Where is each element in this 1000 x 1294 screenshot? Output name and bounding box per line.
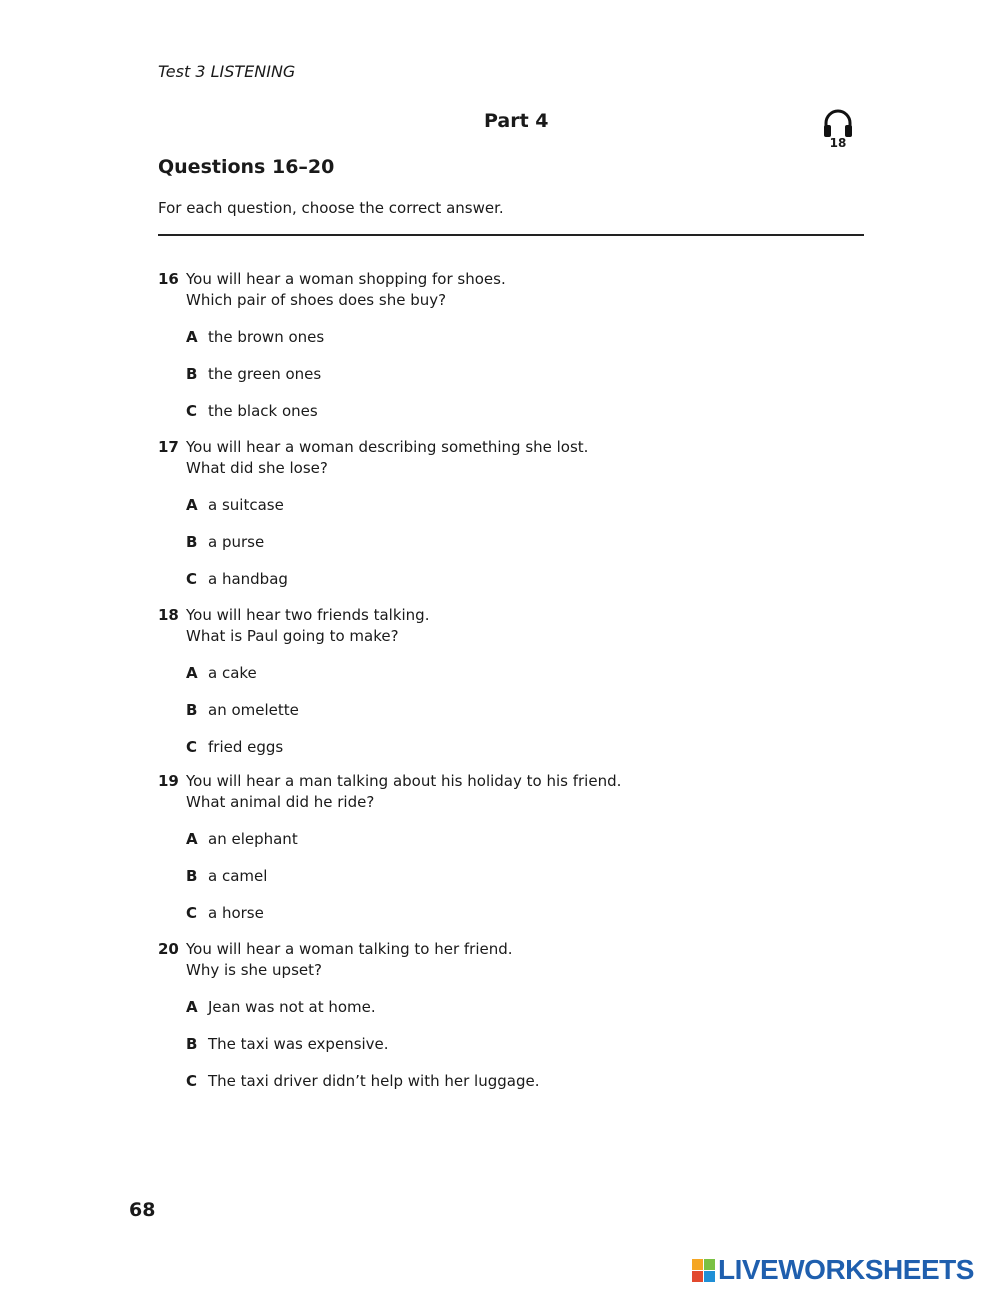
question-number: 19 [158,772,179,790]
option-c[interactable]: C a horse [186,904,264,922]
option-c[interactable]: C fried eggs [186,738,284,756]
instructions: For each question, choose the correct answer. [158,199,504,217]
page-number: 68 [129,1199,156,1221]
option-c[interactable]: C The taxi driver didn’t help with her luggage. [186,1072,540,1090]
questions-range: Questions 16–20 [158,156,335,178]
question-number: 18 [158,606,179,624]
question-text: Which pair of shoes does she buy? [186,291,447,309]
option-a[interactable]: A Jean was not at home. [186,998,376,1016]
option-a[interactable]: A an elephant [186,830,298,848]
running-title: Test 3 LISTENING [158,62,296,81]
question-text: What animal did he ride? [186,793,375,811]
option-a[interactable]: A the brown ones [186,328,325,346]
question-text: What is Paul going to make? [186,627,399,645]
option-b[interactable]: B an omelette [186,701,299,719]
question-text: What did she lose? [186,459,328,477]
question-prompt: You will hear a woman shopping for shoes. [186,270,506,288]
question-number: 16 [158,270,179,288]
logo-tiles-icon [692,1259,715,1282]
option-b[interactable]: B a camel [186,867,268,885]
option-c[interactable]: C a handbag [186,570,288,588]
brand-name: LIVEWORKSHEETS [718,1254,974,1285]
option-b[interactable]: B the green ones [186,365,322,383]
option-b[interactable]: B a purse [186,533,265,551]
question-prompt: You will hear a man talking about his holiday to his friend. [186,772,622,790]
option-c[interactable]: C the black ones [186,402,318,420]
option-a[interactable]: A a suitcase [186,496,284,514]
option-b[interactable]: B The taxi was expensive. [186,1035,389,1053]
question-prompt: You will hear a woman talking to her friend. [186,940,513,958]
part-title: Part 4 [484,110,549,132]
question-prompt: You will hear a woman describing something she lost. [186,438,589,456]
audio-track-badge [818,108,858,150]
track-number: 18 [829,136,847,150]
option-a[interactable]: A a cake [186,664,257,682]
question-number: 17 [158,438,179,456]
question-text: Why is she upset? [186,961,322,979]
headphones-icon [822,108,854,138]
divider [158,234,864,236]
question-number: 20 [158,940,179,958]
question-prompt: You will hear two friends talking. [186,606,430,624]
liveworksheets-logo[interactable] [692,1254,974,1286]
